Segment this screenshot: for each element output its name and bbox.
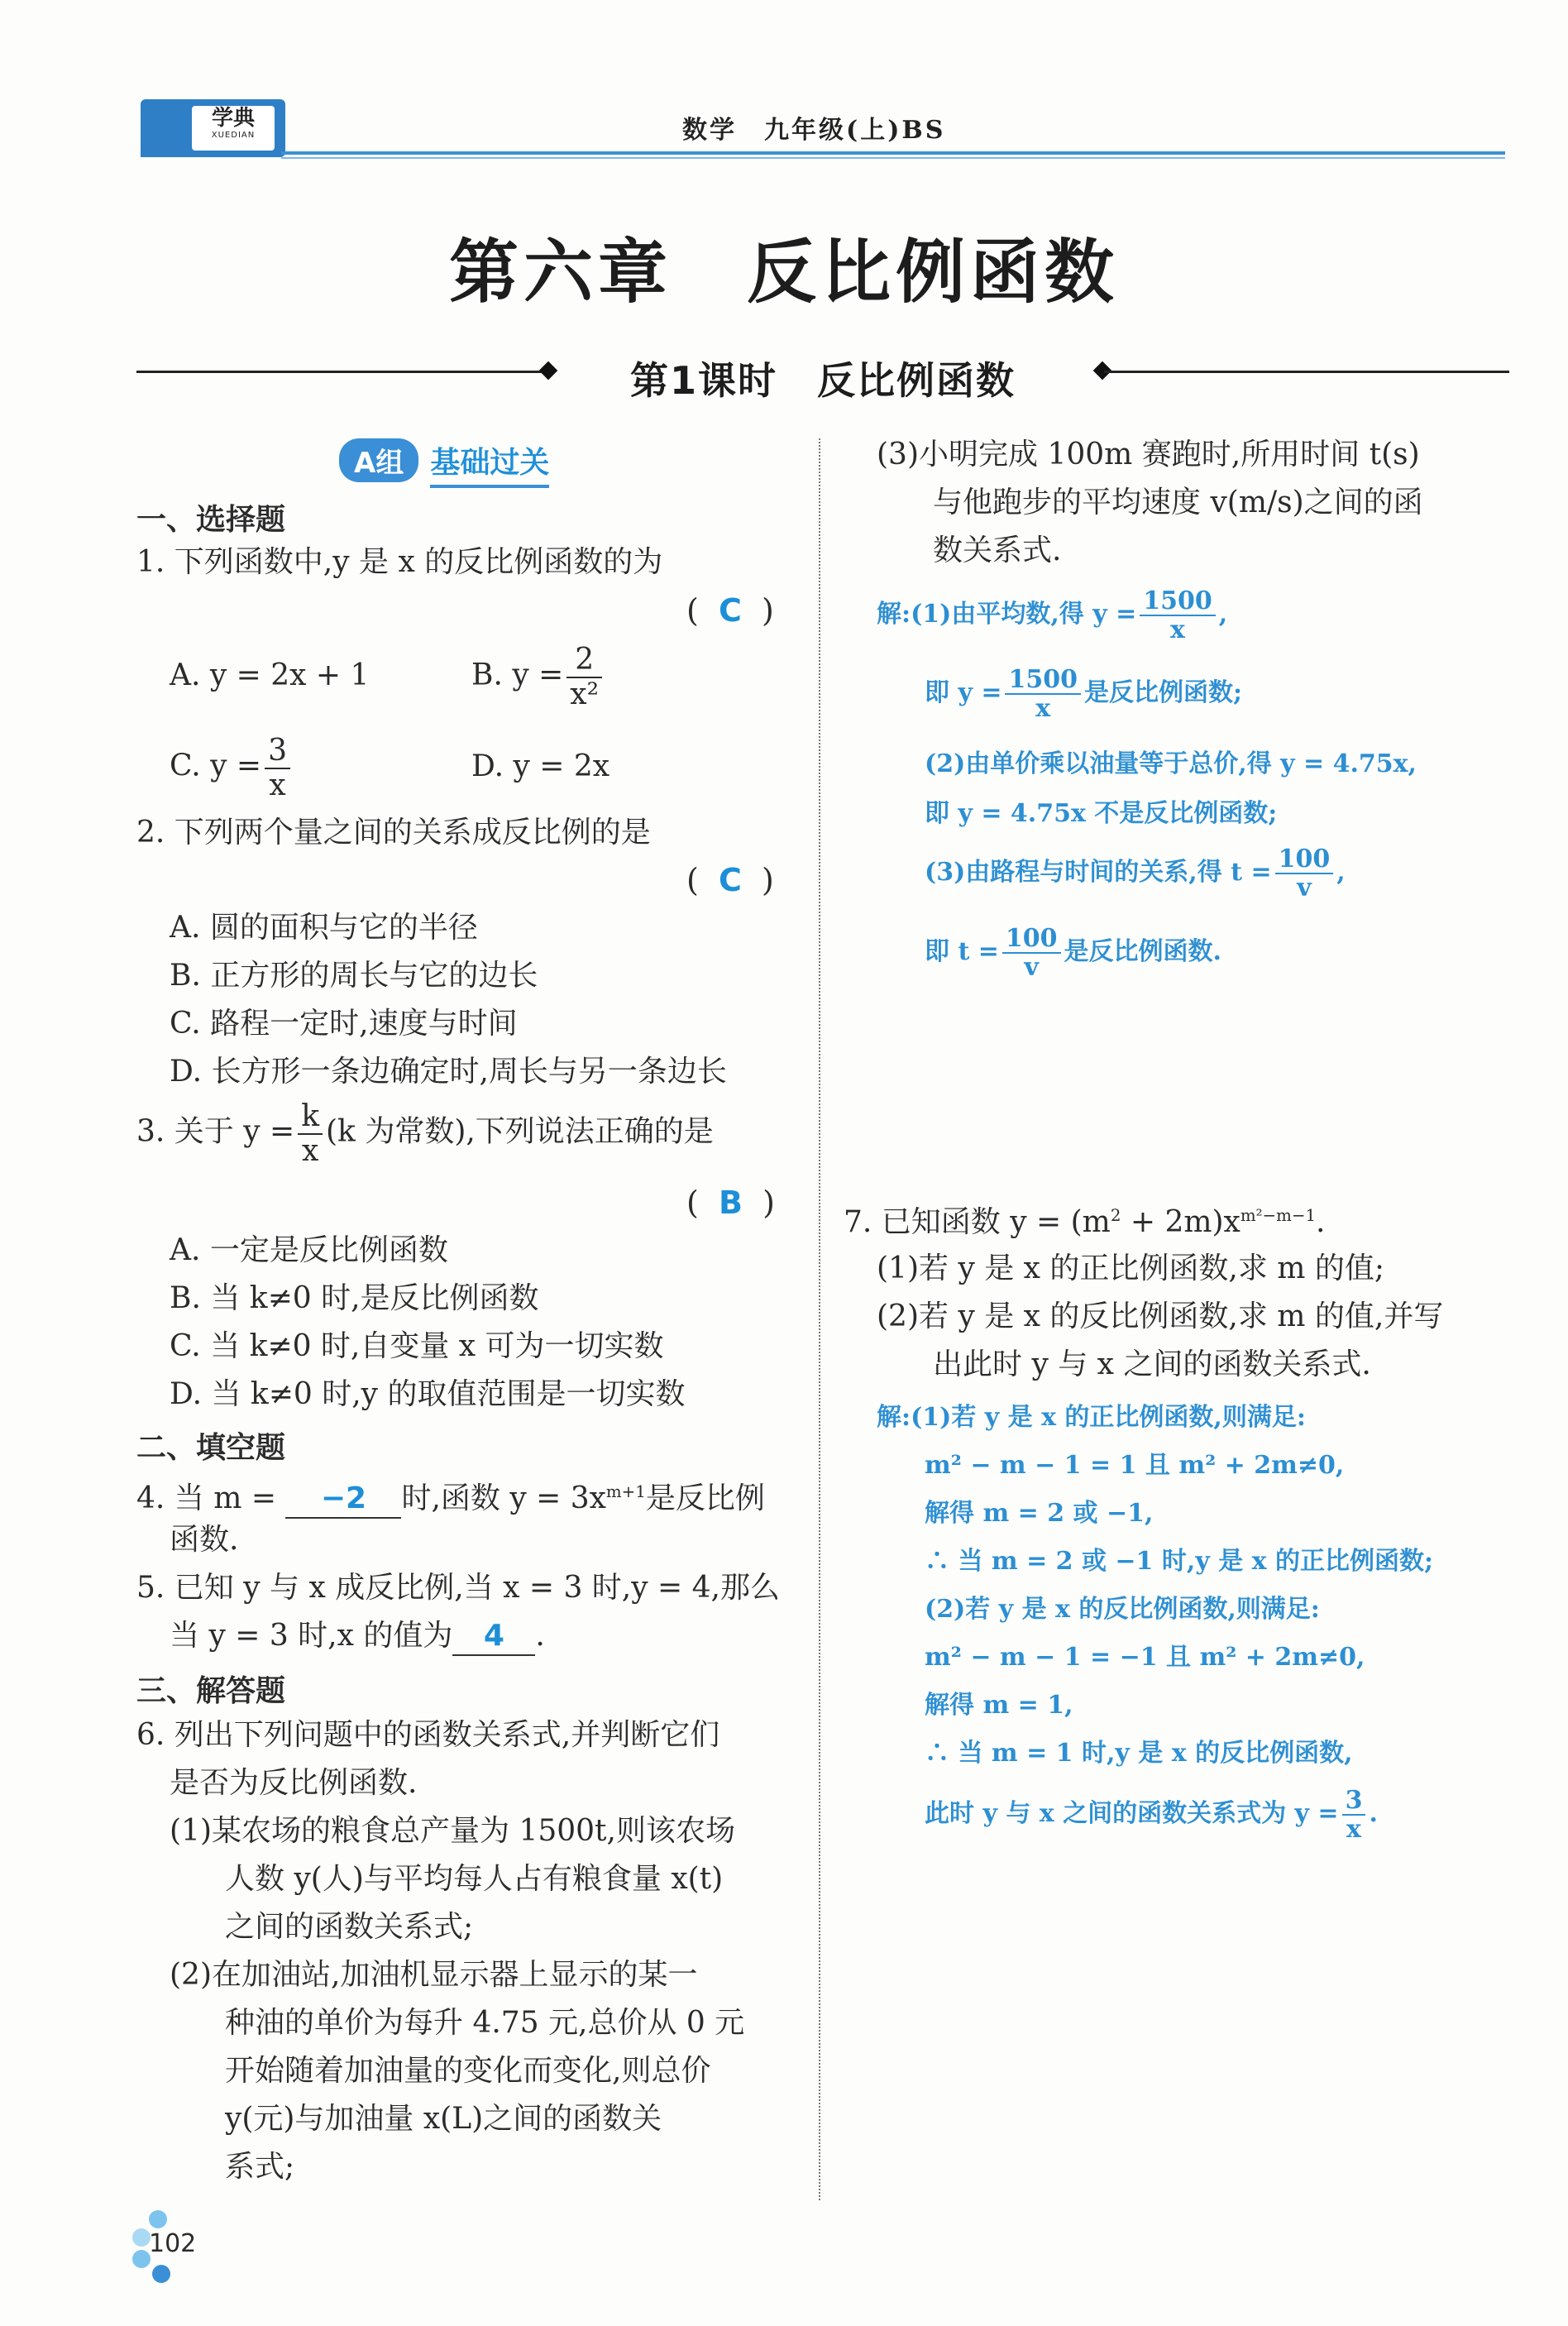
- sol-den: v: [1297, 873, 1312, 902]
- q4-post: 时,函数 y = 3x: [401, 1481, 606, 1515]
- q7-part2a: (2)若 y 是 x 的反比例函数,求 m 的值,并写: [877, 1299, 1444, 1333]
- sol-text: 解:(1)由平均数,得 y =: [877, 600, 1137, 629]
- q5-line2: [170, 1618, 545, 1656]
- q7-exponent: m²−m−1: [1240, 1206, 1317, 1225]
- q6-p2-line: 开始随着加油量的变化而变化,则总价: [225, 2054, 711, 2088]
- q6-line2: 是否为反比例函数.: [170, 1766, 418, 1800]
- q3-stem-pre: 3. 关于 y =: [136, 1114, 295, 1149]
- q6-solution-4: 即 y = 4.75x 不是反比例函数;: [925, 799, 1278, 828]
- q7-part1: (1)若 y 是 x 的正比例函数,求 m 的值;: [877, 1252, 1385, 1285]
- q3-stem: [136, 1100, 714, 1167]
- q1-c-pre: C. y =: [170, 749, 262, 783]
- q5-pre: 当 y = 3 时,x 的值为: [170, 1619, 453, 1653]
- q7-stem-pre: 7. 已知函数 y = (m: [844, 1205, 1111, 1239]
- q6-p1-line: 人数 y(人)与平均每人占有粮食量 x(t): [225, 1862, 724, 1896]
- sol-text: 此时 y 与 x 之间的函数关系式为 y =: [925, 1799, 1339, 1828]
- q1-c-den: x: [269, 768, 286, 802]
- q4-answer: −2: [285, 1481, 401, 1519]
- q6-p1-line: 之间的函数关系式;: [225, 1910, 474, 1944]
- q4-line1: [136, 1474, 765, 1519]
- q2-answer: C: [718, 862, 742, 898]
- q4-post2: 是反比例: [645, 1481, 765, 1515]
- sol-num: 100: [1275, 845, 1334, 874]
- sol-text: 即 y =: [925, 678, 1002, 707]
- q7-stem: 7. 已知函数 $y = (m^2 + 2m)x^{m^2-m-1}$.: [844, 1205, 1326, 1239]
- sol-text: 是反比例函数;: [1083, 678, 1243, 707]
- header-rule-thin: [281, 157, 1505, 159]
- sol-text: 即 t =: [925, 937, 999, 966]
- sol-den: x: [1346, 1815, 1361, 1844]
- q7-stem-post: .: [1316, 1205, 1326, 1239]
- q6-solution-3: (2)由单价乘以油量等于总价,得 y = 4.75x,: [925, 749, 1417, 778]
- q6-solution-1: [877, 587, 1227, 644]
- q3-option-a: A. 一定是反比例函数: [170, 1233, 448, 1267]
- group-badge: [339, 438, 549, 488]
- sol-text: (3)由路程与时间的关系,得 t =: [925, 858, 1272, 887]
- lesson-rule-right: [1104, 371, 1509, 373]
- chapter-title: 第六章 反比例函数: [448, 232, 1119, 313]
- sol-num: 3: [1342, 1787, 1366, 1816]
- q1-option-a: A. y = 2x + 1: [170, 658, 370, 692]
- q3-stem-post: (k 为常数),下列说法正确的是: [326, 1114, 714, 1149]
- q6-p2-line: 种油的单价为每升 4.75 元,总价从 0 元: [225, 2006, 745, 2040]
- q2-option-a: A. 圆的面积与它的半径: [170, 911, 478, 945]
- sol-den: v: [1024, 953, 1039, 982]
- header-rule: [281, 151, 1505, 155]
- q6-p2-line: (2)在加油站,加油机显示器上显示的某一: [170, 1958, 698, 1992]
- q7-sol-line: (2)若 y 是 x 的反比例函数,则满足:: [925, 1595, 1320, 1624]
- logo-main-text: 学典: [211, 106, 255, 131]
- logo-sub-text: XUEDIAN: [211, 131, 256, 140]
- hex-decoration-icon: [149, 2210, 167, 2228]
- q3-num: k: [298, 1100, 323, 1135]
- sol-fraction: [1005, 666, 1081, 722]
- q7-sol-line: 解得 m = 1,: [925, 1691, 1073, 1720]
- q6-p3-line: 数关系式.: [933, 534, 1062, 567]
- q7-sol-line: ∴ 当 m = 1 时,y 是 x 的反比例函数,: [925, 1739, 1353, 1768]
- q7-part2b: 出此时 y 与 x 之间的函数关系式.: [933, 1347, 1371, 1381]
- q6-p1-line: (1)某农场的粮食总产量为 1500t,则该农场: [170, 1814, 735, 1848]
- q4-exponent: m+1: [605, 1482, 646, 1501]
- sol-text: ,: [1336, 858, 1346, 887]
- q2-option-d: D. 长方形一条边确定时,周长与另一条边长: [170, 1055, 727, 1089]
- q7-sol-line: m² − m − 1 = 1 且 m² + 2m≠0,: [925, 1451, 1345, 1480]
- q6-p3-line: 与他跑步的平均速度 v(m/s)之间的函: [933, 486, 1423, 519]
- q7-sol-last: [925, 1787, 1378, 1843]
- sol-den: x: [1170, 615, 1185, 644]
- sol-num: 100: [1002, 925, 1061, 954]
- q1-option-b: [471, 644, 605, 711]
- q3-den: x: [301, 1133, 319, 1168]
- hex-decoration-icon: [132, 2250, 151, 2268]
- publisher-logo: [141, 99, 285, 157]
- sol-text: ,: [1218, 600, 1228, 629]
- q4-line2: 函数.: [170, 1523, 239, 1557]
- q1-c-fraction: [265, 735, 290, 802]
- q6-solution-6: [925, 925, 1221, 981]
- sol-den: x: [1035, 694, 1051, 723]
- q2-option-b: B. 正方形的周长与它的边长: [170, 959, 538, 993]
- q7-sol-line: 解:(1)若 y 是 x 的正比例函数,则满足:: [877, 1403, 1306, 1432]
- q1-b-num: 2: [566, 644, 602, 678]
- q3-fraction: [298, 1100, 323, 1167]
- sol-fraction: [1140, 587, 1216, 644]
- q1-answer: C: [718, 592, 742, 629]
- q3-answer-box: ( B ): [686, 1185, 775, 1221]
- q7-sol-line: ∴ 当 m = 2 或 −1 时,y 是 x 的正比例函数;: [925, 1547, 1434, 1576]
- q6-p3-line: (3)小明完成 100m 赛跑时,所用时间 t(s): [877, 438, 1420, 471]
- header-subject: 数学 九年级(上)BS: [682, 116, 946, 145]
- q6-p2-line: y(元)与加油量 x(L)之间的函数关: [225, 2102, 662, 2136]
- q6-line1: 6. 列出下列问题中的函数关系式,并判断它们: [136, 1718, 720, 1752]
- q2-stem: 2. 下列两个量之间的关系成反比例的是: [136, 816, 651, 850]
- q1-answer-box: ( C ): [686, 592, 774, 629]
- q3-option-c: C. 当 k≠0 时,自变量 x 可为一切实数: [170, 1329, 664, 1363]
- sol-fraction: [1342, 1787, 1366, 1843]
- section-fill: 二、填空题: [136, 1431, 286, 1465]
- sol-text: 是反比例函数.: [1064, 937, 1221, 966]
- page-number: 102: [149, 2229, 197, 2258]
- q1-option-d: D. y = 2x: [471, 749, 610, 783]
- hex-decoration-icon: [152, 2265, 170, 2283]
- q5-post: .: [535, 1619, 545, 1653]
- sol-fraction: [1275, 845, 1334, 902]
- q2-option-c: C. 路程一定时,速度与时间: [170, 1007, 518, 1041]
- q3-option-d: D. 当 k≠0 时,y 的取值范围是一切实数: [170, 1377, 686, 1411]
- q1-b-den: x²: [570, 677, 600, 711]
- q6-p2-line: 系式;: [225, 2150, 295, 2184]
- q6-solution-2: [925, 666, 1242, 722]
- sol-text: .: [1369, 1799, 1378, 1828]
- q7-sol-line: 解得 m = 2 或 −1,: [925, 1499, 1154, 1528]
- lesson-title: 第1课时 反比例函数: [629, 358, 1016, 403]
- hex-decoration-icon: [132, 2228, 151, 2247]
- column-divider: [819, 438, 820, 2200]
- q1-c-num: 3: [265, 735, 290, 769]
- section-solve: 三、解答题: [136, 1674, 286, 1708]
- q1-b-fraction: [566, 644, 602, 711]
- q7-sol-line: m² − m − 1 = −1 且 m² + 2m≠0,: [925, 1643, 1365, 1672]
- q2-answer-box: ( C ): [686, 862, 774, 898]
- q1-stem: 1. 下列函数中,y 是 x 的反比例函数的为: [136, 545, 663, 579]
- q3-answer: B: [718, 1185, 743, 1221]
- q4-pre: 4. 当 m =: [136, 1481, 276, 1515]
- q5-answer: 4: [452, 1618, 535, 1656]
- sol-num: 1500: [1140, 587, 1216, 616]
- q7-stem-mid: + 2m)x: [1121, 1205, 1241, 1239]
- sol-num: 1500: [1005, 666, 1081, 695]
- q5-line1: 5. 已知 y 与 x 成反比例,当 x = 3 时,y = 4,那么: [136, 1571, 780, 1605]
- group-letter: A组: [339, 438, 418, 482]
- q6-solution-5: [925, 845, 1346, 902]
- q1-option-c: [170, 735, 294, 802]
- section-choice: 一、选择题: [136, 503, 286, 537]
- group-label: 基础过关: [430, 439, 549, 488]
- q1-b-pre: B. y =: [471, 658, 564, 692]
- lesson-heading: [136, 347, 1509, 403]
- q3-option-b: B. 当 k≠0 时,是反比例函数: [170, 1281, 539, 1315]
- sol-fraction: [1002, 925, 1061, 981]
